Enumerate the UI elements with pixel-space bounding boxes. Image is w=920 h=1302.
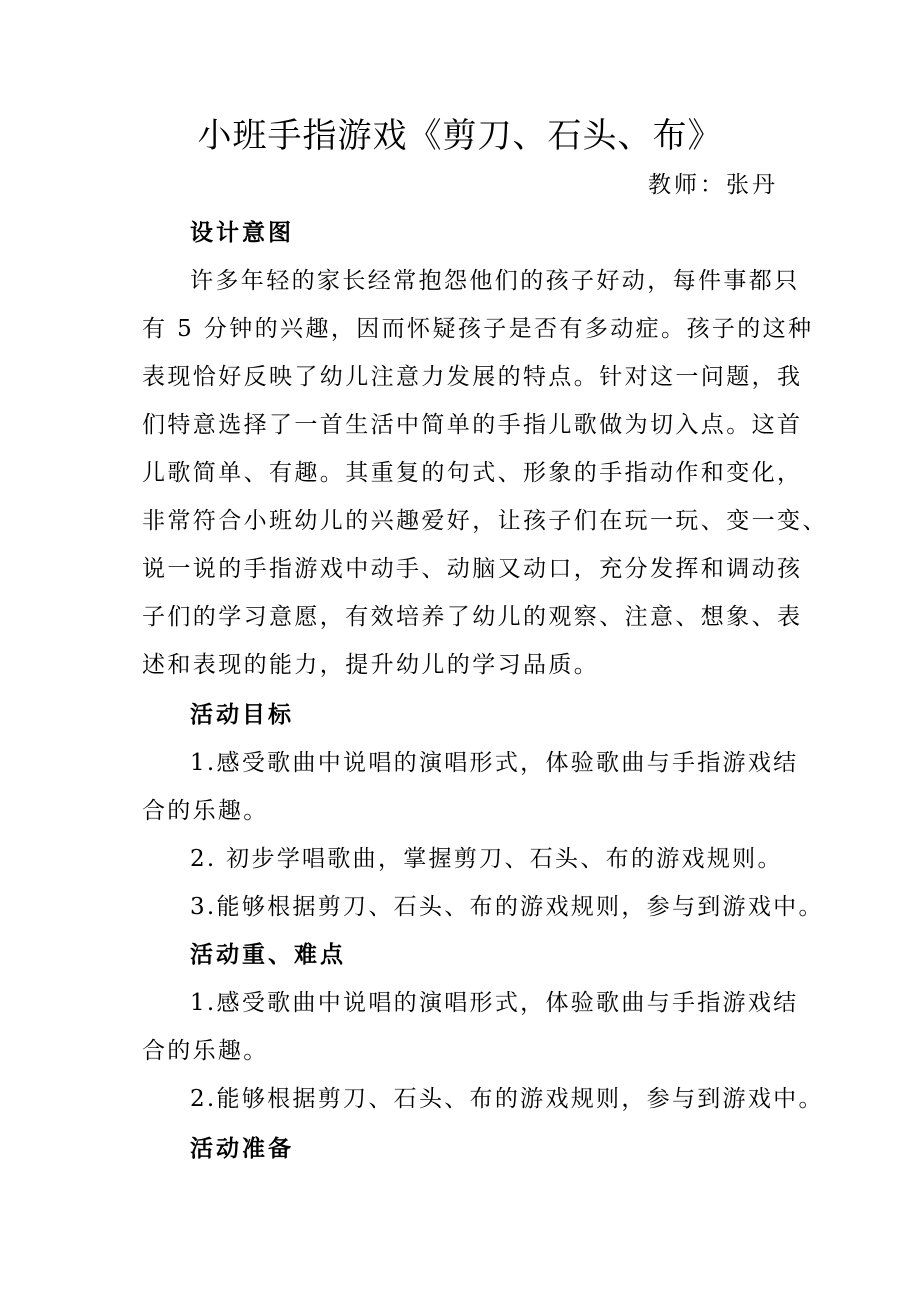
heading-key-points: 活动重、难点 <box>190 941 346 968</box>
paragraph-line: 有 5 分钟的兴趣，因而怀疑孩子是否有多动症。孩子的这种 <box>142 316 814 342</box>
goal-item: 2. 初步学唱歌曲，掌握剪刀、石头、布的游戏规则。 <box>190 846 783 872</box>
goal-item-continuation: 合的乐趣。 <box>142 798 269 824</box>
paragraph-line: 子们的学习意愿，有效培养了幼儿的观察、注意、想象、表 <box>142 604 803 630</box>
heading-design-intent: 设计意图 <box>190 219 294 246</box>
key-point-item-continuation: 合的乐趣。 <box>142 1038 269 1064</box>
paragraph-line: 们特意选择了一首生活中简单的手指儿歌做为切入点。这首 <box>142 412 803 438</box>
paragraph-line: 许多年轻的家长经常抱怨他们的孩子好动，每件事都只 <box>190 268 800 294</box>
document-title: 小班手指游戏《剪刀、石头、布》 <box>197 116 723 156</box>
key-point-item: 1.感受歌曲中说唱的演唱形式，体验歌曲与手指游戏结 <box>190 990 799 1016</box>
paragraph-line: 非常符合小班幼儿的兴趣爱好，让孩子们在玩一玩、变一变、 <box>142 508 828 534</box>
paragraph-line: 表现恰好反映了幼儿注意力发展的特点。针对这一问题，我 <box>142 364 803 390</box>
paragraph-line: 说一说的手指游戏中动手、动脑又动口，充分发挥和调动孩 <box>142 556 803 582</box>
key-point-item: 2.能够根据剪刀、石头、布的游戏规则，参与到游戏中。 <box>190 1086 824 1112</box>
paragraph-line: 儿歌简单、有趣。其重复的句式、形象的手指动作和变化， <box>142 460 803 486</box>
heading-preparation: 活动准备 <box>190 1135 294 1162</box>
heading-goals: 活动目标 <box>190 701 294 728</box>
goal-item: 3.能够根据剪刀、石头、布的游戏规则，参与到游戏中。 <box>190 894 824 920</box>
paragraph-line: 述和表现的能力，提升幼儿的学习品质。 <box>142 652 600 678</box>
teacher-name: 教师：张丹 <box>648 172 778 198</box>
goal-item: 1.感受歌曲中说唱的演唱形式，体验歌曲与手指游戏结 <box>190 750 799 776</box>
